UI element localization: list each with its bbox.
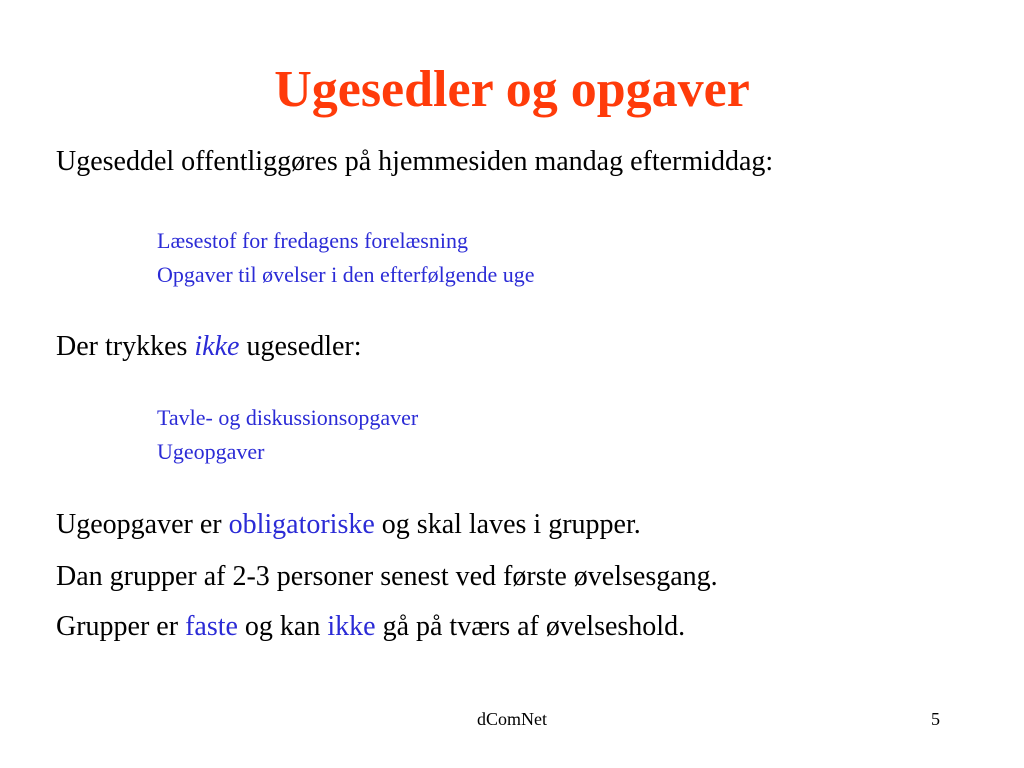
mandatory-line <box>56 508 641 542</box>
mandatory-pre: Ugeopgaver er <box>56 509 229 540</box>
mandatory-post: og skal laves i grupper. <box>374 509 641 540</box>
fixed-emphasis: faste <box>185 611 238 642</box>
not-emphasis: ikke <box>327 611 376 642</box>
task-list-item: Tavle- og diskussionsopgaver <box>157 405 419 430</box>
fixed-groups-post: gå på tværs af øvelseshold. <box>375 611 686 642</box>
print-note-emphasis: ikke <box>194 331 240 362</box>
fixed-groups-pre: Grupper er <box>56 611 186 642</box>
fixed-groups-mid: og kan <box>237 611 328 642</box>
print-note-post: ugesedler: <box>239 331 362 362</box>
slide-title: Ugesedler og opgaver <box>274 61 750 118</box>
task-list-item: Ugeopgaver <box>157 439 265 464</box>
groups-line: Dan grupper af 2-3 personer senest ved første øvelsesgang. <box>56 561 718 592</box>
fixed-groups-line <box>56 610 685 644</box>
reading-list-item: Opgaver til øvelser i den efterfølgende uge <box>157 262 535 287</box>
intro-line: Ugeseddel offentliggøres på hjemmesiden mandag eftermiddag: <box>56 146 774 177</box>
page-number: 5 <box>931 709 940 729</box>
mandatory-emphasis: obligatoriske <box>228 509 375 540</box>
print-note-line <box>56 330 362 364</box>
print-note-pre: Der trykkes <box>56 331 195 362</box>
reading-list-item: Læsestof for fredagens forelæsning <box>157 228 468 253</box>
footer-label: dComNet <box>477 709 547 729</box>
